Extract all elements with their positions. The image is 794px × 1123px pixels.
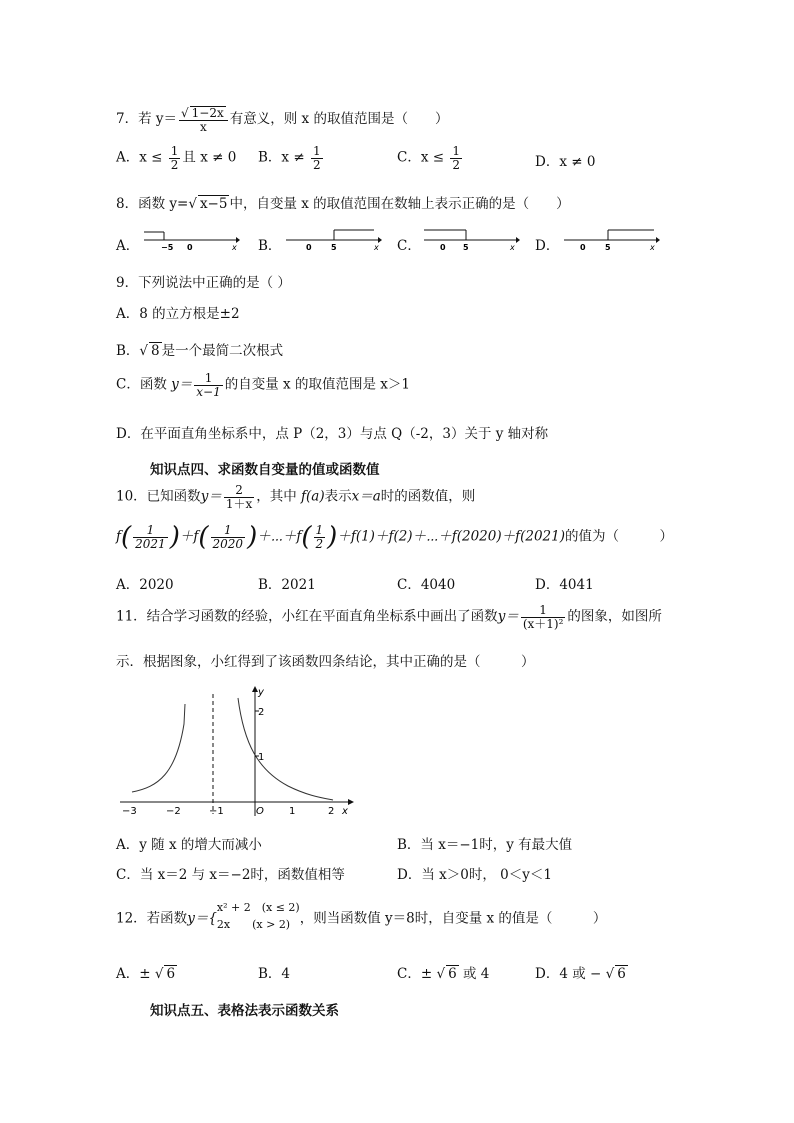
q7-option-a: A．x ≤ $\frac{1}{2}$ 且 x ≠ 0 — [116, 144, 237, 172]
y-tick-1: 1 — [258, 752, 265, 763]
tick-d-1: 0 — [580, 243, 586, 252]
q8-option-d-label: D． — [535, 238, 560, 254]
q12-option-c: C．± √ 6 或 4 — [397, 966, 490, 982]
q10-stem: 10．已知函数y＝ $\frac{2}{1+x}$ ，其中 f(a)表示x＝a时的函数值，则 — [116, 483, 476, 511]
q11-option-a: A．y 随 x 的增大而减小 — [116, 837, 262, 853]
q9-option-b: B．√ 8 是一个最简二次根式 — [116, 343, 284, 359]
q10-option-a: A．2020 — [116, 577, 174, 593]
x-tick-1: 1 — [289, 806, 296, 817]
tick-a-1: −5 — [161, 243, 174, 252]
axis-c: x — [510, 243, 515, 252]
q11-stem-line1: 11．结合学习函数的经验，小红在平面直角坐标系中画出了函数y＝ $\frac{1}{\text{(x＋1)²}}$ 的图象，如图所 — [116, 603, 662, 631]
x-tick-neg3: −3 — [122, 806, 137, 817]
q12-option-d: D．4 或 − √ 6 — [535, 966, 626, 982]
axis-b: x — [374, 243, 379, 252]
function-graph — [118, 684, 358, 820]
axis-d: x — [650, 243, 655, 252]
q7-stem: 7．若 y＝ $\frac{√ 1-2x}{x}$ 有意义，则 x 的取值范围是（ ） — [116, 106, 449, 134]
section-heading-4: 知识点四、求函数自变量的值或函数值 — [150, 462, 380, 478]
q9-option-d: D．在平面直角坐标系中，点 P（2，3）与点 Q（-2，3）关于 y 轴对称 — [116, 426, 549, 442]
number-line-b — [282, 226, 382, 252]
q11-option-d: D．当 x＞0时， 0＜y＜1 — [397, 867, 552, 883]
x-tick-neg2: −2 — [166, 806, 181, 817]
tick-b-2: 5 — [331, 243, 337, 252]
curve-right — [238, 698, 333, 800]
q10-option-c: C．4040 — [397, 577, 456, 593]
q12-option-b: B．4 — [258, 966, 291, 982]
q12-stem: 12．若函数y＝{ x² + 2 (x ≤ 2) 2x (x > 2) ，则当函数值 y＝8时，自变量 x 的值是（ ） — [116, 901, 607, 931]
q8-stem: 8．函数 y=√ x−5 中，自变量 x 的取值范围在数轴上表示正确的是（ ） — [116, 196, 570, 212]
tick-d-2: 5 — [605, 243, 611, 252]
q8-option-c-label: C． — [397, 238, 421, 254]
tick-c-2: 5 — [463, 243, 469, 252]
x-tick-neg1: −1 — [209, 806, 224, 817]
q10-option-b: B．2021 — [258, 577, 316, 593]
origin-label: O — [256, 806, 264, 817]
q9-stem: 9．下列说法中正确的是（ ） — [116, 275, 291, 291]
y-axis-label: y — [258, 687, 264, 698]
tick-a-2: 0 — [187, 243, 193, 252]
tick-b-1: 0 — [306, 243, 312, 252]
q10-expression: f( $\frac{1}{2021}$ )＋f( $\frac{1}{2020}$ )＋⋯＋f( $\frac{1}{2}$ )＋f(1)＋f(2)＋⋯＋f(2020)＋f(2021)的值为（ ） — [116, 522, 673, 553]
q11-option-b: B．当 x＝−1时，y 有最大值 — [397, 837, 573, 853]
q11-option-c: C．当 x＝2 与 x＝−2时，函数值相等 — [116, 867, 345, 883]
q7-option-c: C．x ≤ $\frac{1}{2}$ — [397, 144, 460, 172]
x-tick-2: 2 — [328, 806, 335, 817]
curve-left — [132, 704, 185, 792]
axis-a: x — [232, 243, 237, 252]
q7-option-d: D．x ≠ 0 — [535, 154, 596, 170]
q10-option-d: D．4041 — [535, 577, 594, 593]
x-axis-label: x — [342, 806, 348, 817]
q9-option-c: C．函数 y＝ $\frac{1}{x-1}$ 的自变量 x 的取值范围是 x＞1 — [116, 371, 410, 399]
number-line-a — [140, 226, 240, 252]
section-heading-5: 知识点五、表格法表示函数关系 — [150, 1003, 339, 1019]
q9-option-a: A．8 的立方根是±2 — [116, 306, 240, 322]
q12-option-a: A．± √ 6 — [116, 966, 176, 982]
q8-option-a-label: A． — [116, 238, 140, 254]
q11-stem-line2: 示．根据图象，小红得到了该函数四条结论，其中正确的是（ ） — [116, 654, 535, 670]
y-tick-2: 2 — [258, 707, 265, 718]
tick-c-1: 0 — [440, 243, 446, 252]
q7-option-b: B．x ≠ $\frac{1}{2}$ — [258, 144, 321, 172]
q8-option-b-label: B． — [258, 238, 282, 254]
number-line-d — [560, 226, 660, 252]
number-line-c — [420, 226, 520, 252]
